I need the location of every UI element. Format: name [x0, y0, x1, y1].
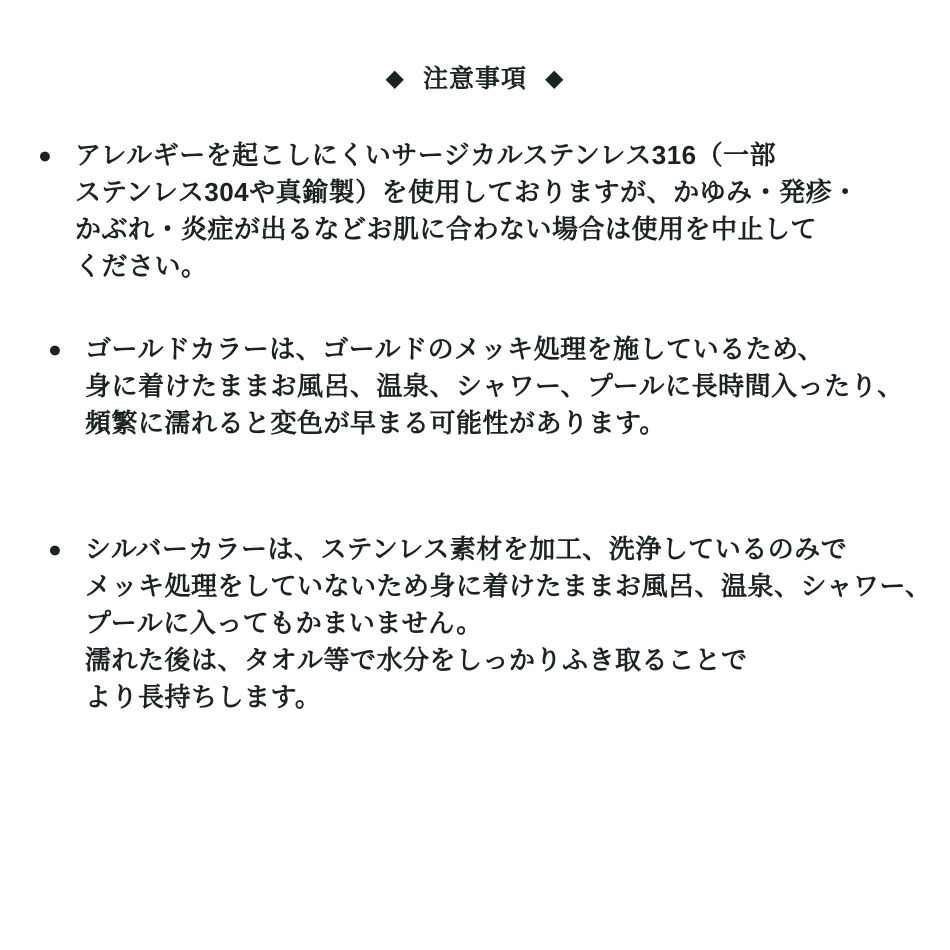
notice-item-allergy [38, 137, 859, 285]
text-line: アレルギーを起こしにくいサージカルステンレス316（一部 [75, 140, 777, 170]
bullet-icon: ● [48, 536, 62, 562]
notice-item-allergy-text [75, 137, 859, 285]
text-line: ゴールドカラーは、ゴールドのメッキ処理を施しているため、 [85, 334, 825, 364]
page-title-text: 注意事項 [422, 65, 527, 93]
text-line: 濡れた後は、タオル等で水分をしっかりふき取ることで [85, 645, 748, 675]
bullet-icon: ● [48, 336, 62, 362]
diamond-right-icon: ◆ [545, 65, 565, 92]
notice-item-silver-color-text [85, 531, 931, 716]
text-line: メッキ処理をしていないため身に着けたままお風呂、温泉、シャワー、 [85, 571, 932, 601]
notice-item-silver-color [48, 531, 931, 716]
page-title [0, 64, 950, 94]
text-line: 身に着けたままお風呂、温泉、シャワー、プールに長時間入ったり、 [85, 371, 904, 401]
notice-item-gold-color-text [85, 331, 904, 442]
text-line: 頻繁に濡れると変色が早まる可能性があります。 [85, 408, 666, 438]
text-line: ステンレス304や真鍮製）を使用しておりますが、かゆみ・発疹・ [75, 177, 859, 207]
diamond-left-icon: ◆ [385, 65, 405, 92]
text-line: より長持ちします。 [85, 682, 322, 712]
text-line: シルバーカラーは、ステンレス素材を加工、洗浄しているのみで [85, 534, 848, 564]
text-line: プールに入ってもかまいません。 [85, 608, 483, 638]
text-line: ください。 [75, 251, 208, 281]
text-line: かぶれ・炎症が出るなどお肌に合わない場合は使用を中止して [75, 214, 818, 244]
bullet-icon: ● [38, 142, 52, 168]
notice-item-gold-color [48, 331, 904, 442]
